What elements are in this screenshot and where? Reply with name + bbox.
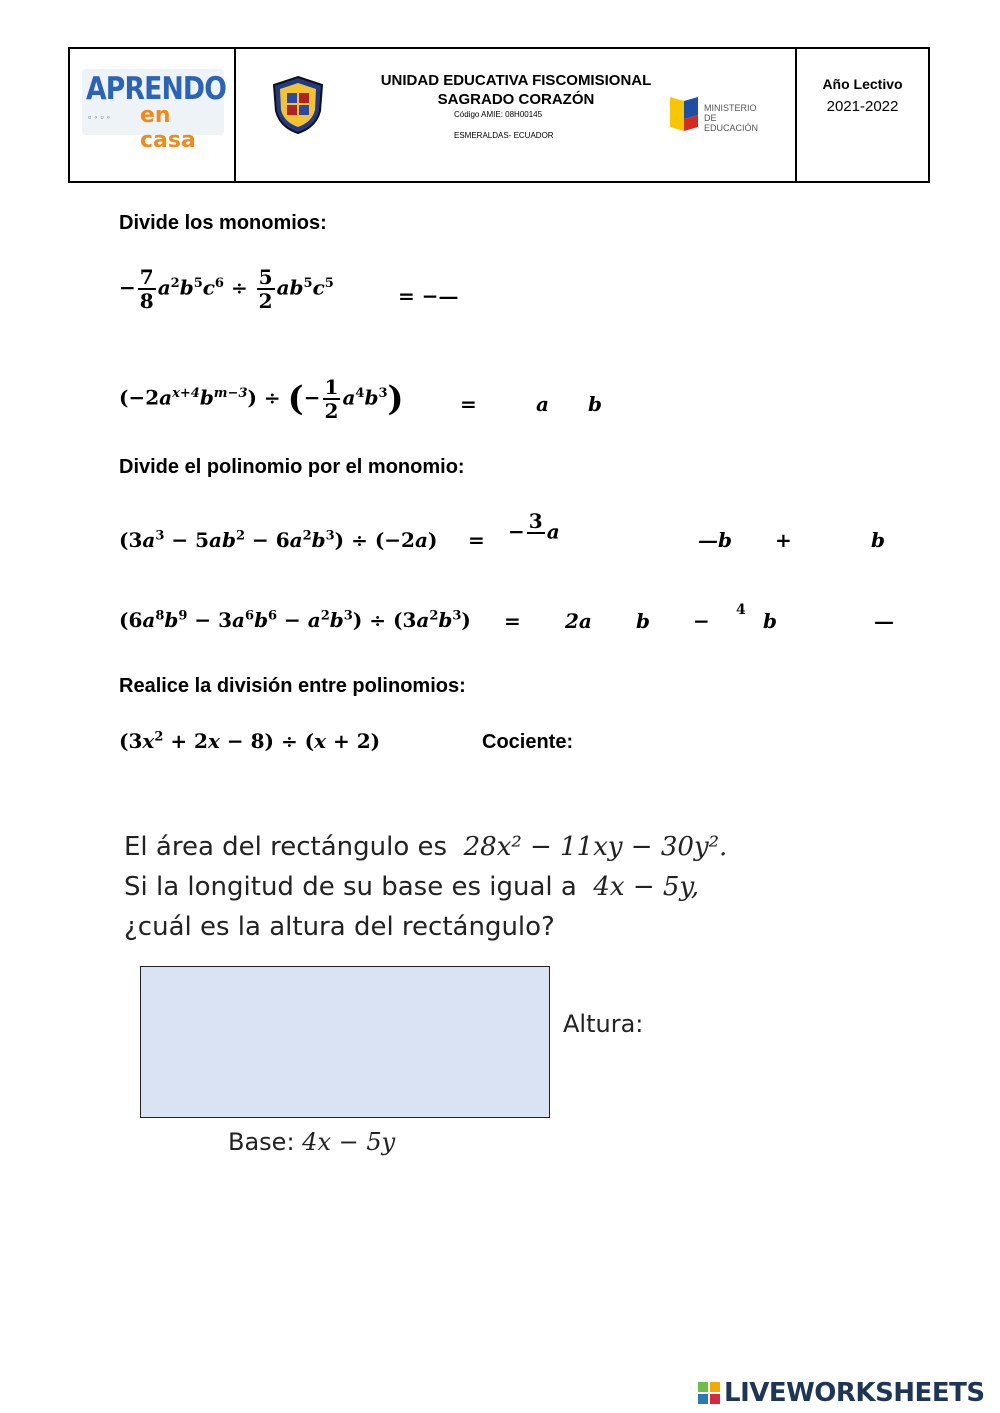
- problem-line-1-text: El área del rectángulo es: [124, 832, 448, 862]
- year-label: Año Lectivo: [822, 76, 903, 92]
- problem-line-2-text: Si la longitud de su base es igual a: [124, 872, 577, 902]
- city-text: ESMERALDAS- ECUADOR: [454, 131, 554, 140]
- problem-line-3: ¿cuál es la altura del rectángulo?: [124, 912, 555, 942]
- section-heading-polinomio-monomio: Divide el polinomio por el monomio:: [119, 456, 465, 478]
- exercise-4-answer-1[interactable]: 2a: [565, 609, 592, 633]
- area-expression: 28x² − 11xy − 30y².: [463, 832, 728, 862]
- exercise-4-answer-1-b[interactable]: b: [636, 609, 650, 633]
- exercise-3-equals: =: [468, 528, 485, 552]
- exercise-3-plus: +: [775, 528, 792, 552]
- frac1-num: 7: [139, 265, 154, 289]
- exercise-4-answer-3[interactable]: —: [874, 609, 894, 633]
- base-label-text: Base:: [228, 1128, 295, 1156]
- header-table: [68, 47, 930, 183]
- exercise-5: $(3x^2 + 2x - 8) \div (x + 2)$: [119, 729, 381, 753]
- altura-label[interactable]: Altura:: [563, 1010, 644, 1038]
- header-logo-cell: [70, 49, 236, 181]
- amie-code: Código AMIE: 08H00145: [454, 110, 543, 119]
- frac-den: 2: [324, 399, 339, 423]
- ministerio-line2: DE EDUCACIÓN: [704, 113, 759, 133]
- header-school-cell: [236, 49, 797, 181]
- school-name-line2: SAGRADO CORAZÓN: [437, 91, 595, 108]
- exercise-3: $(3a^3 - 5ab^2 - 6a^2b^3) \div (-2a)$: [119, 528, 438, 552]
- frac2-num: 5: [258, 265, 273, 289]
- liveworksheets-logo-icon: [698, 1382, 720, 1404]
- section-heading-monomios: Divide los monomios:: [119, 212, 327, 234]
- logo-dots-icon: ▫◦▫◦: [88, 112, 113, 122]
- header-year-cell: [797, 49, 928, 181]
- exercise-3-answer-2[interactable]: —b: [698, 528, 732, 552]
- frac-num: 1: [324, 375, 339, 399]
- exercise-1: − $\frac{7}{8}$ $a^2b^5c^6$ ÷ $\frac{5}{2}$ $ab^5c^5$: [119, 265, 334, 313]
- exercise-1-answer[interactable]: = −—: [398, 284, 459, 308]
- logo-small-text: en casa: [140, 103, 196, 153]
- exercise-3-a: a: [546, 519, 560, 544]
- exercise-4-answer-2-b[interactable]: b: [763, 609, 777, 633]
- frac2-den: 2: [258, 289, 273, 313]
- exercise-3-answer-3[interactable]: b: [871, 528, 885, 552]
- section-heading-polinomios: Realice la división entre polinomios:: [119, 675, 466, 697]
- exercise-2-answer-b[interactable]: b: [588, 392, 602, 416]
- frac1-den: 8: [139, 289, 154, 313]
- base-label: [228, 1128, 395, 1156]
- base-label-expression: 4x − 5y: [302, 1128, 396, 1156]
- aprendo-en-casa-logo: [82, 69, 227, 153]
- exercise-4: $(6a^8b^9 - 3a^6b^6 - a^2b^3) \div (3a^2b^3)$: [119, 608, 471, 632]
- base-expression: 4x − 5y,: [593, 872, 699, 902]
- problem-line-1: [124, 832, 727, 862]
- year-value: 2021-2022: [826, 98, 899, 115]
- rectangle-figure: [140, 966, 550, 1118]
- cociente-label[interactable]: Cociente:: [482, 731, 574, 753]
- exercise-2-equals: =: [460, 392, 477, 416]
- school-name-line1: UNIDAD EDUCATIVA FISCOMISIONAL: [380, 72, 652, 89]
- ministerio-logo: [668, 93, 768, 135]
- ministerio-line1: MINISTERIO: [704, 103, 757, 113]
- ministerio-flag-icon: [668, 93, 702, 135]
- exercise-4-equals: =: [504, 609, 521, 633]
- exercise-4-minus: −: [693, 609, 710, 633]
- problem-line-2: [124, 872, 699, 902]
- exercise-4-exponent[interactable]: 4: [736, 602, 746, 618]
- logo-big-text: APRENDO: [86, 71, 227, 107]
- exercise-3-answer-1[interactable]: − 3 a: [508, 509, 560, 544]
- liveworksheets-watermark: LIVEWORKSHEETS: [724, 1378, 985, 1408]
- exercise-2: $(-2a^{x+4}b^{m-3})$ ÷ (− $\frac{1}{2}$ $a^4b^3$): [119, 375, 404, 423]
- exercise-3-frac-num: 3: [528, 509, 543, 533]
- exercise-2-answer-a[interactable]: a: [536, 392, 549, 416]
